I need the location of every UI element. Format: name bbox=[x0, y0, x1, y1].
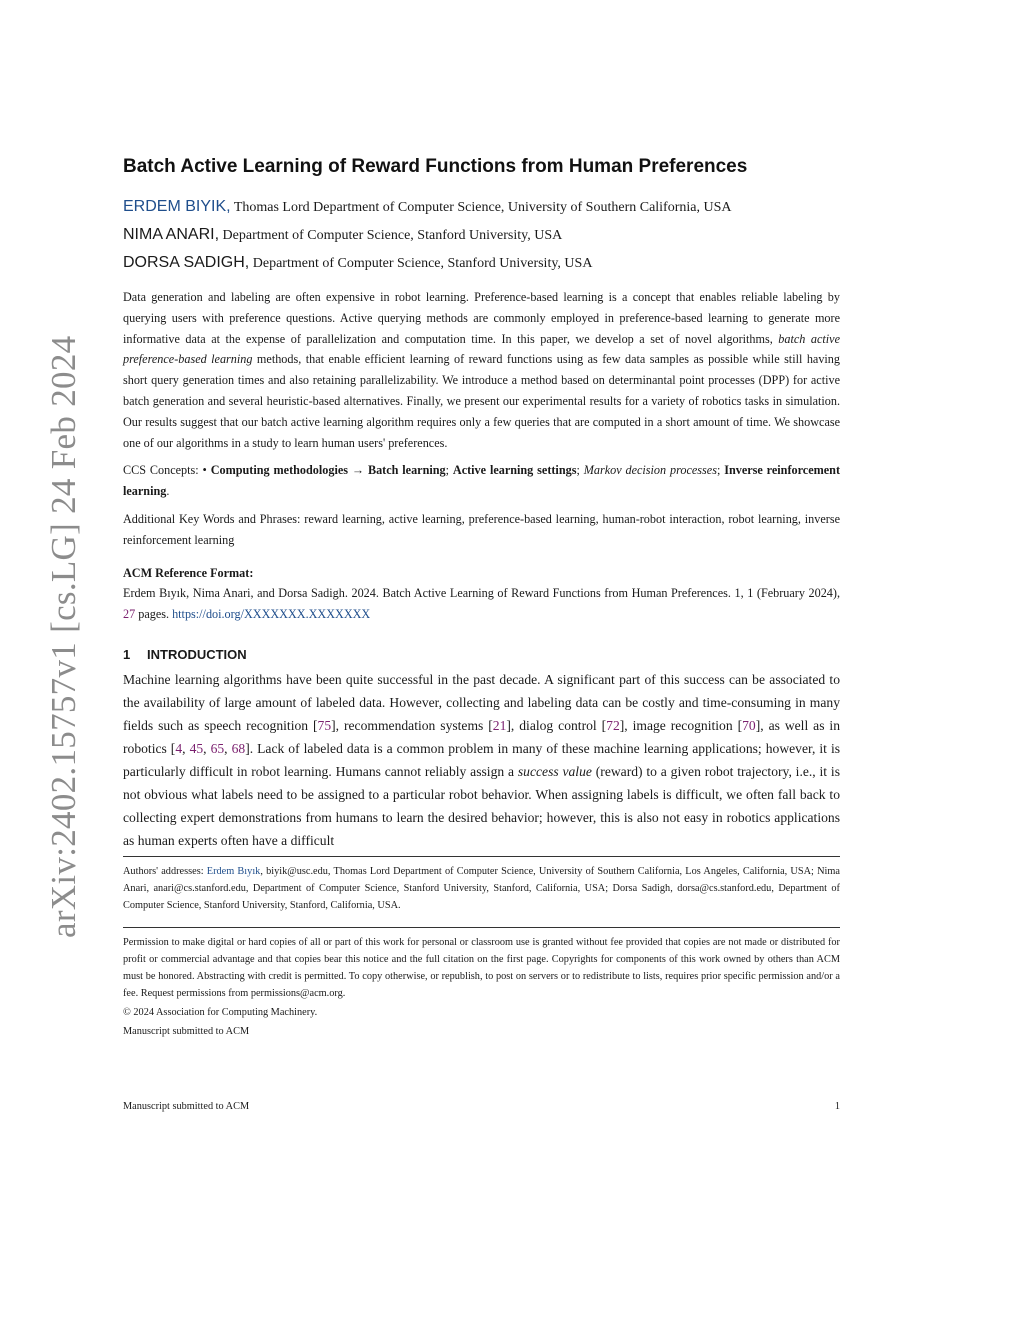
ccs-separator: ; bbox=[445, 463, 453, 478]
ccs-term: Computing methodologies bbox=[210, 463, 348, 478]
ccs-separator: ; bbox=[576, 463, 584, 478]
citation-link[interactable]: 45 bbox=[189, 740, 204, 756]
permission-notice: Permission to make digital or hard copies of all or part of this work for personal or classroom use is granted without fee provided that copies are not made or distributed for profit or commercial advantage and that copies bear this notice and the full citation on the first page. Copyrights for components of this work owned by others than ACM must be honored. Abstracting with credit is permitted. To copy otherwise, or republish, to post on servers or to redistribute to lists, requires prior specific permission and/or a fee. Request permissions from permissions@acm.org. bbox=[123, 936, 840, 999]
ccs-term: Inverse reinforcement learning bbox=[123, 463, 841, 499]
body-text: ], dialog control [ bbox=[506, 717, 607, 733]
abstract-text: Data generation and labeling are often expensive in robot learning. Preference-based learning is a concept that enables reliable labeling by querying users with preference questions. Active querying methods are commonly employed in preference-based learning to generate more informative data at the expense of parallelization and computation time. In this paper, we develop a set of novel algorithms, bbox=[123, 290, 840, 346]
citation-link[interactable]: 65 bbox=[210, 740, 225, 756]
footer-manuscript-note: Manuscript submitted to ACM bbox=[123, 1101, 250, 1112]
author-line-1 bbox=[123, 198, 840, 217]
citation-link[interactable]: 68 bbox=[231, 740, 246, 756]
introduction-paragraph bbox=[123, 668, 840, 852]
page-number: 1 bbox=[834, 1101, 840, 1112]
abstract-text: methods, that enable efficient learning of reward functions using as few data samples as possible while still having short query generation times and also retaining parallelizability. We introduce a method based on determinantal point processes (DPP) for active batch generation and several heuristic-based alternatives. Finally, we present our experimental results for a variety of robotics tasks in simulation. Our results suggest that our batch active learning algorithm requires only a few queries that are computed in a short amount of time. We showcase one of our algorithms in a study to learn human users' preferences. bbox=[123, 352, 840, 450]
acm-reference-text bbox=[123, 583, 840, 625]
ccs-term: Active learning settings bbox=[452, 463, 577, 478]
author-name-link[interactable]: ERDEM BIYIK, bbox=[123, 198, 231, 215]
acm-reference-body: Erdem Bıyık, Nima Anari, and Dorsa Sadigh. 2024. Batch Active Learning of Reward Functions from Human Preferences. 1, 1 (February 2024), bbox=[123, 586, 840, 601]
body-text: ]. Lack of labeled data is a common problem in many of these machine learning applications; however, it is particularly difficult in robot learning. Humans cannot reliably assign a bbox=[123, 740, 841, 779]
citation-separator: , bbox=[203, 740, 211, 756]
section-title: INTRODUCTION bbox=[147, 646, 247, 662]
ccs-bullet: • bbox=[202, 463, 211, 478]
arxiv-identifier-stamp: arXiv:2402.15757v1 [cs.LG] 24 Feb 2024 bbox=[44, 335, 83, 938]
citation-link[interactable]: 70 bbox=[742, 717, 756, 733]
section-number: 1 bbox=[123, 646, 131, 662]
body-text: ], image recognition [ bbox=[619, 717, 743, 733]
author-affiliation: Department of Computer Science, Stanford University, USA bbox=[219, 228, 563, 243]
body-text: ], as well as in robotics [ bbox=[123, 717, 841, 756]
author-link[interactable]: Erdem Bıyık bbox=[206, 865, 261, 877]
citation-link[interactable]: 75 bbox=[317, 717, 332, 733]
body-text: ], recommendation systems [ bbox=[331, 717, 493, 733]
ccs-term: Markov decision processes bbox=[583, 463, 717, 478]
page-footer bbox=[123, 1101, 840, 1112]
paper-title: Batch Active Learning of Reward Functions from Human Preferences bbox=[123, 156, 748, 177]
author-line-3 bbox=[123, 254, 840, 273]
copyright-notice: © 2024 Association for Computing Machinery. bbox=[123, 1006, 318, 1018]
footnote-text: , biyik@usc.edu, Thomas Lord Department of Computer Science, University of Southern California, Los Angeles, California, USA; Nima Anari, anari@cs.stanford.edu, Department of Computer Science, Stanford University, Stanford, California, USA; Dorsa Sadigh, dorsa@cs.stanford.edu, Department of Computer Science, Stanford University, Stanford, California, USA. bbox=[123, 865, 840, 911]
paper-first-page bbox=[123, 150, 840, 1040]
body-text: (reward) to a given robot trajectory, i.e., it is not obvious what labels need to be assigned to a particular robot behavior. When assigning labels is difficult, we often fall back to collecting expert demonstrations from humans to learn the desired behavior; however, this is also not easy in robotics applications as human experts often have a difficult bbox=[123, 763, 840, 848]
manuscript-note: Manuscript submitted to ACM bbox=[123, 1025, 250, 1037]
citation-separator: , bbox=[224, 740, 232, 756]
ccs-concepts bbox=[123, 460, 840, 502]
author-name: DORSA SADIGH, bbox=[123, 254, 250, 271]
body-emphasis: success value bbox=[517, 763, 592, 779]
doi-link[interactable]: https://doi.org/XXXXXXX.XXXXXXX bbox=[172, 607, 371, 622]
body-text: Machine learning algorithms have been quite successful in the past decade. A significant part of this success can be associated to the availability of large amount of labeled data. However, collecting and labeling data can be costly and time-consuming in many fields such as speech recognition [ bbox=[123, 671, 840, 733]
additional-keywords: Additional Key Words and Phrases: reward learning, active learning, preference-based learning, human-robot interaction, robot learning, inverse reinforcement learning bbox=[123, 511, 840, 547]
acm-reference-heading: ACM Reference Format: bbox=[123, 565, 254, 580]
ccs-term: Batch learning bbox=[367, 463, 446, 478]
page-count-link[interactable]: 27 bbox=[123, 607, 136, 622]
acm-reference-body: pages. bbox=[135, 607, 173, 622]
ccs-separator: ; bbox=[716, 463, 725, 478]
footnote-text: Authors' addresses: bbox=[123, 865, 207, 877]
citation-link[interactable]: 21 bbox=[492, 717, 507, 733]
abstract-emphasis: batch active preference-based learning bbox=[123, 331, 840, 367]
authors-addresses-footnote bbox=[123, 857, 840, 914]
author-affiliation: Thomas Lord Department of Computer Science, University of Southern California, USA bbox=[230, 200, 732, 215]
citation-link[interactable]: 4 bbox=[175, 740, 183, 756]
abstract bbox=[123, 287, 840, 453]
author-affiliation: Department of Computer Science, Stanford University, USA bbox=[249, 256, 593, 271]
citation-link[interactable]: 72 bbox=[606, 717, 620, 733]
citation-separator: , bbox=[182, 740, 190, 756]
author-name: NIMA ANARI, bbox=[123, 226, 220, 243]
ccs-end: . bbox=[166, 484, 170, 499]
ccs-arrow: → bbox=[347, 463, 368, 478]
ccs-label: CCS Concepts: bbox=[123, 463, 203, 478]
author-line-2 bbox=[123, 226, 840, 245]
section-heading bbox=[123, 647, 840, 662]
